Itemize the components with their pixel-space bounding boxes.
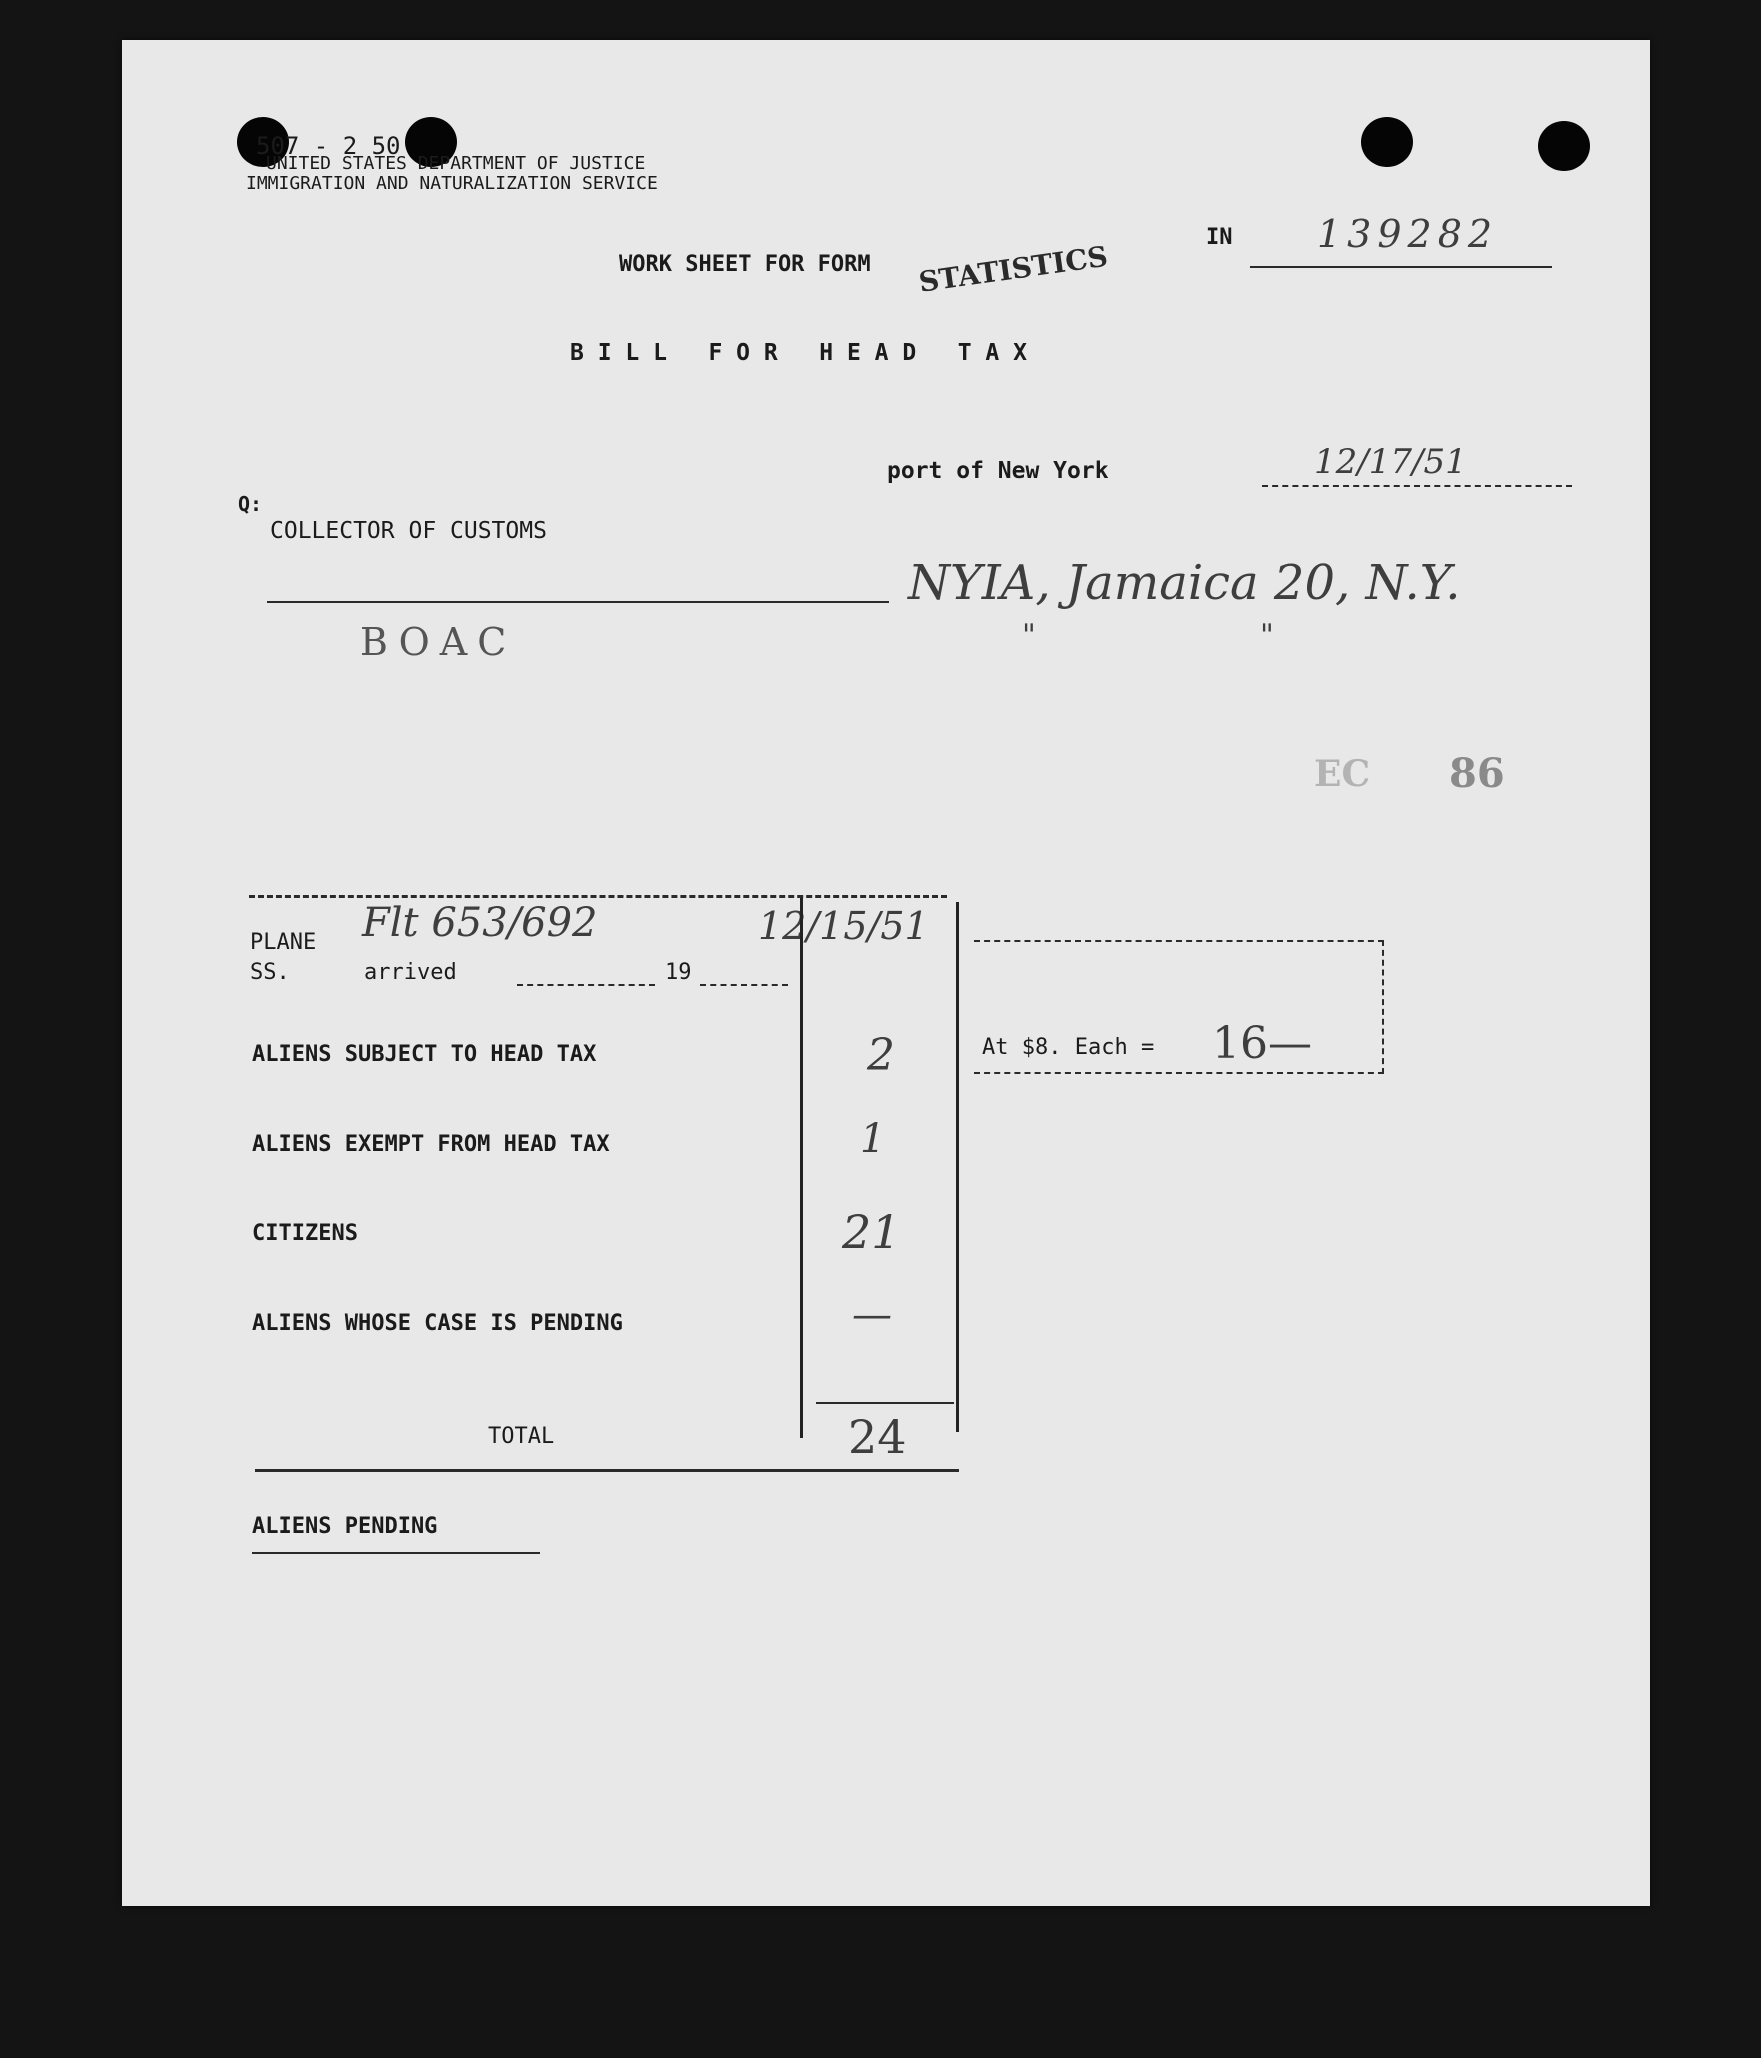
bill-title: B I L L F O R H E A D T A X [570,340,1027,366]
plane-label: PLANE [250,930,317,955]
statistics-stamp: STATISTICS [916,239,1110,299]
collector-label: COLLECTOR OF CUSTOMS [270,518,547,544]
service-name: IMMIGRATION AND NATURALIZATION SERVICE [246,173,658,194]
row-value: 2 [867,1030,895,1081]
row-label: ALIENS WHOSE CASE IS PENDING [252,1311,623,1336]
total-value: 24 [848,1410,907,1464]
arrived-label: arrived [364,960,457,985]
in-number-line [1250,266,1552,268]
arrived-line [517,984,655,986]
stamp-number: 86 [1449,750,1505,797]
year-prefix: 19 [665,960,692,985]
department-name: UNITED STATES DEPARTMENT OF JUSTICE [266,153,646,174]
ditto-mark: " [1260,618,1274,653]
form-number: 507 - 2 50 [256,132,401,160]
in-label: IN [1206,225,1233,250]
to-label: Q: [238,492,263,516]
total-separator-line [816,1402,954,1404]
count-column-left-border [800,898,803,1438]
row-label: ALIENS EXEMPT FROM HEAD TAX [252,1132,610,1157]
row-value: — [852,1292,892,1338]
pending-label: ALIENS PENDING [252,1514,438,1539]
document-page [122,40,1650,1906]
total-label: TOTAL [488,1424,555,1449]
pending-line [252,1552,540,1554]
flight-number: Flt 653/692 [362,900,598,946]
year-line [700,984,788,986]
ditto-mark: " [1022,618,1036,653]
tax-value: 16— [1212,1018,1312,1069]
form-bottom-line [255,1469,959,1472]
punch-hole [1361,117,1413,167]
handwritten-location: NYIA, Jamaica 20, N.Y. [908,555,1461,611]
row-label: CITIZENS [252,1221,358,1246]
form-top-line [249,895,947,898]
arrival-date: 12/15/51 [758,904,929,948]
row-label: ALIENS SUBJECT TO HEAD TAX [252,1042,597,1067]
addressee-line [267,601,889,603]
worksheet-title: WORK SHEET FOR FORM [619,252,871,277]
ss-label: SS. [250,960,290,985]
count-column-right-border [956,902,959,1432]
port-date-line [1262,485,1572,487]
in-number: 139282 [1317,212,1499,256]
row-value: 21 [842,1205,901,1259]
tax-label: At $8. Each = [982,1035,1155,1060]
port-label: port of New York [887,458,1109,484]
row-value: 1 [860,1116,886,1162]
punch-hole [1538,121,1590,171]
carrier-name: BOAC [360,620,517,664]
port-date: 12/17/51 [1314,442,1467,482]
stamp-prefix: EC [1314,753,1371,795]
